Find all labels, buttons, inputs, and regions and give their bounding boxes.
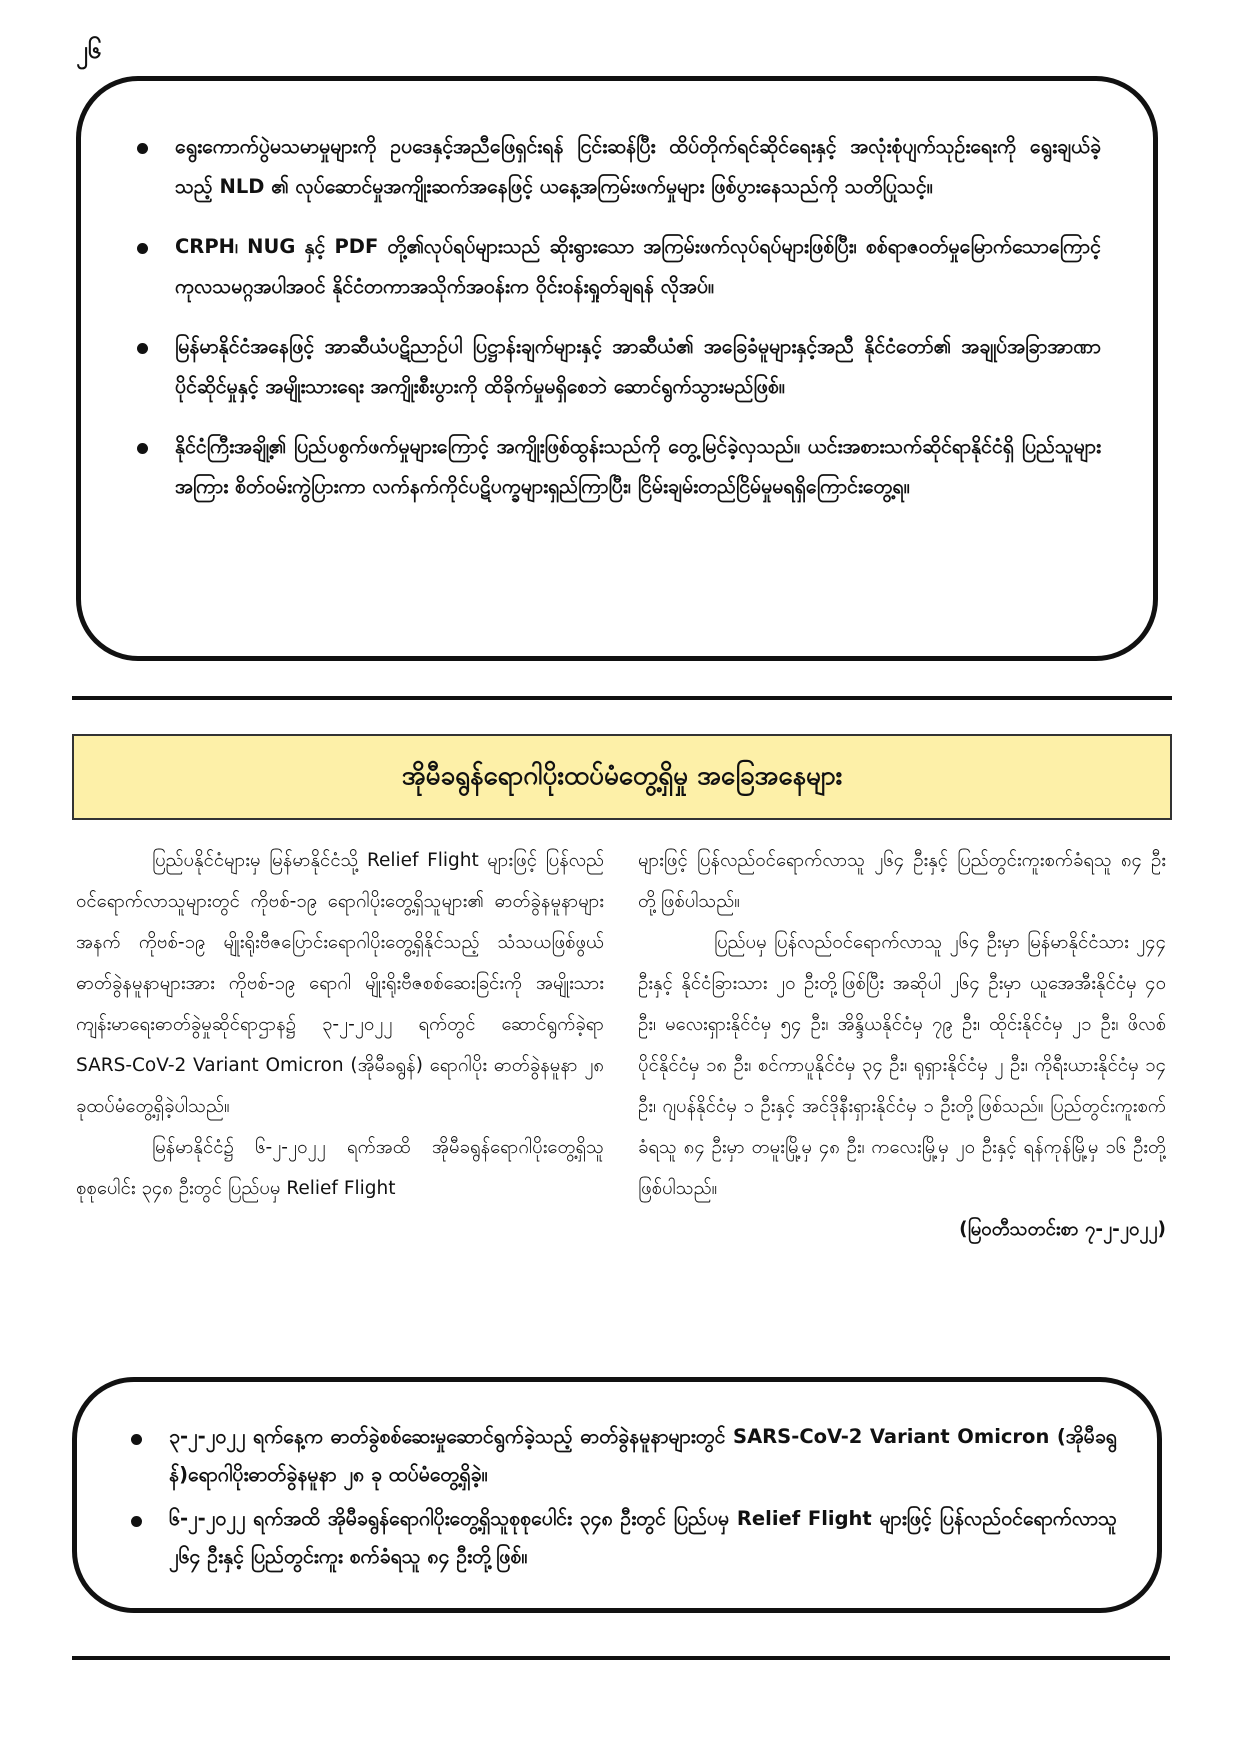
- highlights-bullet-text: ၆-၂-၂၀၂၂ ရက်အထိ အိုမီခရွန်ရောဂါပိုးတွေ့ရှိသူစုစုပေါင်း ၃၄၈ ဦးတွင် ပြည်ပမှ Relief Flight များဖြင့် ပြန်လည်ဝင်ရောက်လာသူ ၂၆၄ ဦးနှင့် ပြည်တွင်းကူး စက်ခံရသူ ၈၄ ဦးတို့ဖြစ်။: [169, 1507, 1117, 1568]
- summary-bullet-item: [137, 427, 1101, 507]
- article-column-left: [76, 840, 604, 1250]
- summary-bullet-item: [137, 127, 1101, 207]
- highlights-bullet-list: [131, 1418, 1117, 1576]
- highlights-bullet-item: [131, 1418, 1117, 1494]
- article-paragraph: မြန်မာနိုင်ငံ၌ ၆-၂-၂၀၂၂ ရက်အထိ အိုမီခရွန်ရောဂါပိုးတွေ့ရှိသူစုစုပေါင်း ၃၄၈ ဦးတွင် ပြည်ပမှ Relief Flight: [76, 1137, 604, 1199]
- article-paragraph: များဖြင့် ပြန်လည်ဝင်ရောက်လာသူ ၂၆၄ ဦးနှင့် ပြည်တွင်းကူးစက်ခံရသူ ၈၄ ဦးတို့ဖြစ်ပါသည်။: [638, 850, 1166, 912]
- summary-bullet-text: နိုင်ငံကြီးအချို့၏ ပြည်ပစွက်ဖက်မှုများကြောင့် အကျိုးဖြစ်ထွန်းသည်ကို တွေ့မြင်ခဲ့လှသည်။ ယင်းအစားသက်ဆိုင်ရာနိုင်ငံရှိ ပြည်သူများအကြား စိတ်ဝမ်းကွဲပြားကာ လက်နက်ကိုင်ပဋိပက္ခများရှည်ကြာပြီး၊ ငြိမ်းချမ်းတည်ငြိမ်မှုမရရှိကြောင်းတွေ့ရ။: [175, 435, 1101, 498]
- summary-bullet-text: မြန်မာနိုင်ငံအနေဖြင့် အာဆီယံပဋိညာဉ်ပါ ပြဋ္ဌာန်းချက်များနှင့် အာဆီယံ၏ အခြေခံမူများနှင့်အညီ နိုင်ငံတော်၏ အချုပ်အခြာအာဏာပိုင်ဆိုင်မှုနှင့် အမျိုးသားရေး အကျိုးစီးပွားကို ထိခိုက်မှုမရှိစေဘဲ ဆောင်ရွက်သွားမည်ဖြစ်။: [175, 335, 1101, 398]
- article-source: (မြဝတီသတင်းစာ ၇-၂-၂၀၂၂): [959, 1219, 1166, 1240]
- highlights-box: [72, 1377, 1162, 1613]
- summary-bullet-text: ရွေးကောက်ပွဲမသမာမှုများကို ဥပဒေနှင့်အညီဖြေရှင်းရန် ငြင်းဆန်ပြီး ထိပ်တိုက်ရင်ဆိုင်ရေးနှင့် အလုံးစုံပျက်သုဉ်းရေးကို ရွေးချယ်ခဲ့သည့် NLD ၏ လုပ်ဆောင်မှုအကျိုးဆက်အနေဖြင့် ယနေ့အကြမ်းဖက်မှုများ ဖြစ်ပွားနေသည်ကို သတိပြုသင့်။: [175, 135, 1101, 198]
- article-paragraph: ပြည်ပမှ ပြန်လည်ဝင်ရောက်လာသူ ၂၆၄ ဦးမှာ မြန်မာနိုင်ငံသား ၂၄၄ ဦးနှင့် နိုင်ငံခြားသား ၂၀ ဦးတို့ဖြစ်ပြီး အဆိုပါ ၂၆၄ ဦးမှာ ယူအေအီးနိုင်ငံမှ ၄၀ ဦး၊ မလေးရှားနိုင်ငံမှ ၅၄ ဦး၊ အိန္ဒိယနိုင်ငံမှ ၇၉ ဦး၊ ထိုင်းနိုင်ငံမှ ၂၁ ဦး၊ ဖိလစ်ပိုင်နိုင်ငံမှ ၁၈ ဦး၊ စင်ကာပူနိုင်ငံမှ ၃၄ ဦး၊ ရုရှားနိုင်ငံမှ ၂ ဦး၊ ကိုရီးယားနိုင်ငံမှ ၁၄ ဦး၊ ဂျပန်နိုင်ငံမှ ၁ ဦးနှင့် အင်ဒိုနီးရှားနိုင်ငံမှ ၁ ဦးတို့ဖြစ်သည်။ ပြည်တွင်းကူးစက်ခံရသူ ၈၄ ဦးမှာ တမူးမြို့မှ ၄၈ ဦး၊ ကလေးမြို့မှ ၂၀ ဦးနှင့် ရန်ကုန်မြို့မှ ၁၆ ဦးတို့ဖြစ်ပါသည်။: [638, 932, 1166, 1199]
- article-title: အိုမီခရွန်ရောဂါပိုးထပ်မံတွေ့ရှိမှု အခြေအနေများ: [72, 734, 1172, 820]
- section-divider: [72, 696, 1172, 700]
- highlights-bullet-item: [131, 1500, 1117, 1576]
- section-divider: [72, 1656, 1170, 1660]
- page-number: ၂၆: [76, 36, 102, 64]
- summary-bullet-text: CRPH၊ NUG နှင့် PDF တို့၏လုပ်ရပ်များသည် ဆိုးရွားသော အကြမ်းဖက်လုပ်ရပ်များဖြစ်ပြီး၊ စစ်ရာဇဝတ်မှုမြောက်သောကြောင့် ကုလသမဂ္ဂအပါအဝင် နိုင်ငံတကာအသိုက်အဝန်းက ဝိုင်းဝန်းရှုတ်ချရန် လိုအပ်။: [175, 235, 1101, 298]
- summary-box: [76, 76, 1158, 661]
- article-paragraph: ပြည်ပနိုင်ငံများမှ မြန်မာနိုင်ငံသို့ Relief Flight များဖြင့် ပြန်လည်ဝင်ရောက်လာသူများတွင် ကိုဗစ်-၁၉ ရောဂါပိုးတွေ့ရှိသူများ၏ ဓာတ်ခွဲနမူနာများအနက် ကိုဗစ်-၁၉ မျိုးရိုးဗီဇပြောင်းရောဂါပိုးတွေ့ရှိနိုင်သည့် သံသယဖြစ်ဖွယ်ဓာတ်ခွဲနမူနာများအား ကိုဗစ်-၁၉ ရောဂါ မျိုးရိုးဗီဇစစ်ဆေးခြင်းကို အမျိုးသားကျန်းမာရေးဓာတ်ခွဲမှုဆိုင်ရာဌာန၌ ၃-၂-၂၀၂၂ ရက်တွင် ဆောင်ရွက်ခဲ့ရာ SARS-CoV-2 Variant Omicron (အိုမီခရွန်) ရောဂါပိုး ဓာတ်ခွဲနမူနာ ၂၈ ခုထပ်မံတွေ့ရှိခဲ့ပါသည်။: [76, 850, 604, 1117]
- bullet-icon: [137, 343, 148, 354]
- bullet-icon: [131, 1516, 142, 1527]
- bullet-icon: [137, 243, 148, 254]
- bullet-icon: [131, 1434, 142, 1445]
- article-body: [76, 840, 1166, 1250]
- article-column-right: [638, 840, 1166, 1250]
- summary-bullet-item: [137, 227, 1101, 307]
- bullet-icon: [137, 443, 148, 454]
- summary-bullet-item: [137, 327, 1101, 407]
- highlights-bullet-text: ၃-၂-၂၀၂၂ ရက်နေ့က ဓာတ်ခွဲစစ်ဆေးမှုဆောင်ရွက်ခဲ့သည့် ဓာတ်ခွဲနမူနာများတွင် SARS-CoV-2 Variant Omicron (အိုမီခရွန်)ရောဂါပိုးဓာတ်ခွဲနမူနာ ၂၈ ခု ထပ်မံတွေ့ရှိခဲ့။: [169, 1425, 1117, 1486]
- bullet-icon: [137, 143, 148, 154]
- summary-bullet-list: [137, 127, 1101, 507]
